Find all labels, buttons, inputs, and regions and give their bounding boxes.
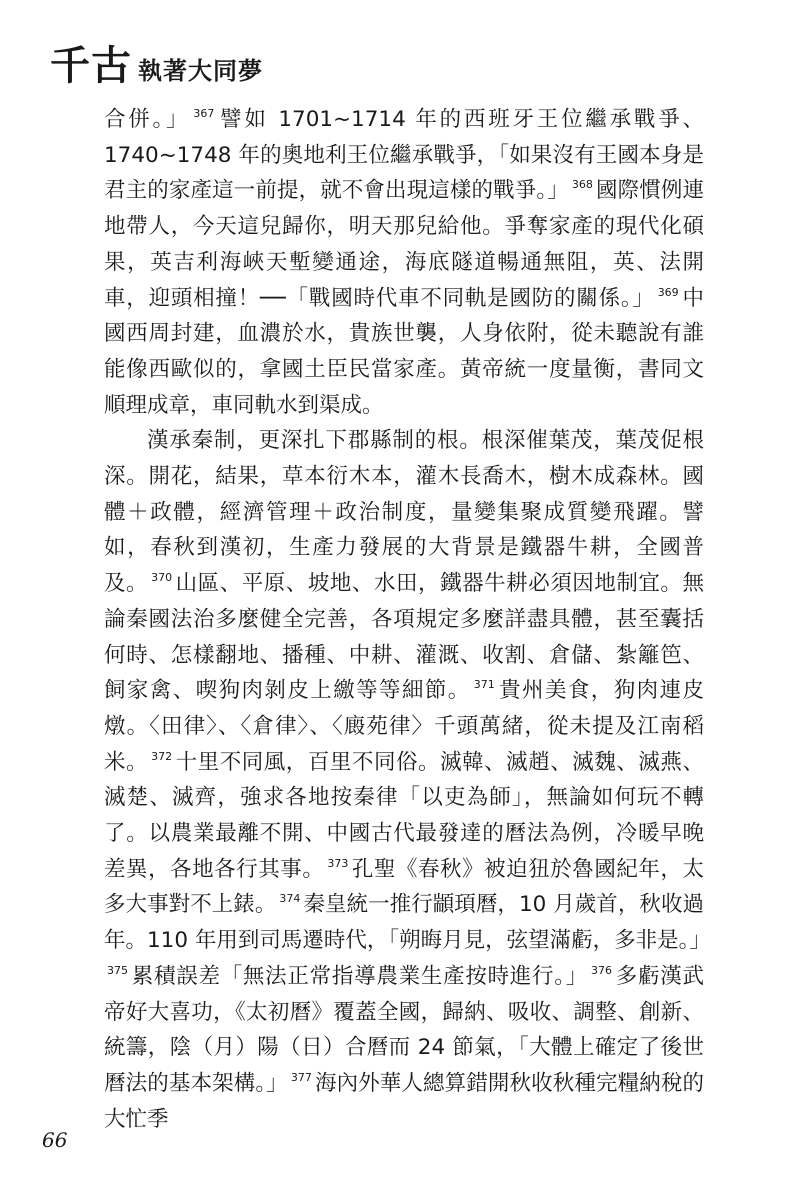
text-run: 中國西周封建，血濃於水，貴族世襲，人身依附，從未聽說有誰能像西歐似的，拿國土臣民當家產。黃帝統一度量衡，書同文順理成章，車同軌水到渠成。	[104, 285, 704, 418]
text-run: 山區、平原、坡地、水田，鐵器牛耕必須因地制宜。無論秦國法治多麼健全完善，各項規定多麼詳盡具體，甚至囊括何時、怎樣翻地、播種、中耕、灌溉、收割、倉儲、紮籬笆、飼家禽、喫狗肉剝皮上繳等等細節。	[104, 571, 704, 704]
footnote-ref: 367	[193, 107, 215, 120]
text-run: 貴州美食，狗肉連皮燉。〈田律〉、〈倉律〉、〈廄苑律〉千頭萬緒，從未提及江南稻米。	[104, 678, 704, 775]
body-text	[104, 102, 711, 1137]
footnote-ref: 369	[657, 285, 679, 299]
book-title-small: 執著大同夢	[138, 56, 263, 85]
footnote-ref: 368	[571, 178, 593, 192]
text-run: 孔聖《春秋》被迫狃於魯國紀年，太多大事對不上錶。	[104, 856, 704, 918]
footnote-ref: 371	[473, 678, 495, 692]
running-header	[50, 34, 263, 91]
text-run: 十里不同風，百里不同俗。滅韓、滅趙、滅魏、滅燕、滅楚、滅齊，強求各地按秦律「以吏為師」，無論如何玩不轉了。以農業最離不開、中國古代最發達的曆法為例，冷暖早晚差異，各地各行其事。	[104, 749, 704, 882]
footnote-ref: 376	[591, 963, 613, 977]
footnote-ref: 372	[151, 749, 173, 763]
footnote-ref: 370	[151, 571, 173, 585]
book-title-large: 千古	[50, 42, 132, 89]
page-number: 66	[42, 1128, 68, 1152]
text-run: 多虧漢武帝好大喜功，《太初曆》覆蓋全國，歸納、吸收、調整、創新、統籌，陰（月）陽（日）合曆而 24 節氣，「大體上確定了後世曆法的基本架構。」	[104, 963, 704, 1096]
text-run: 漢承秦制，更深扎下郡縣制的根。根深催葉茂，葉茂促根深。開花，結果，草本衍木本，灌木長喬木，樹木成森林。國體＋政體，經濟管理＋政治制度，量變集聚成質變飛躍。譬如，春秋到漢初，生產力發展的大背景是鐵器牛耕，全國普及。	[104, 428, 704, 597]
paragraph-2	[104, 423, 711, 1137]
text-run: 海內外華人總算錯開秋收秋種完糧納稅的大忙季	[104, 1070, 704, 1132]
text-run: 秦皇統一推行顓頊曆，10 月歲首，秋收過年。110 年用到司馬遷時代，「朔晦月見，弦望滿虧，多非是。」	[104, 892, 711, 954]
text-run: 國際慣例連地帶人，今天這兒歸你，明天那兒給他。爭奪家產的現代化碩果，英吉利海峽天塹變通途，海底隧道暢通無阻，英、法開車，迎頭相撞！──「戰國時代車不同軌是國防的關係。」	[104, 178, 704, 311]
text-run: 合併。」	[104, 107, 191, 132]
text-run: 累積誤差「無法正常指導農業生產按時進行。」	[131, 963, 589, 989]
footnote-ref: 375	[107, 963, 128, 977]
footnote-ref: 374	[279, 892, 301, 906]
paragraph-1	[104, 102, 704, 423]
footnote-ref: 377	[290, 1070, 312, 1084]
footnote-ref: 373	[327, 856, 349, 870]
text-run: 譬如 1701~1714 年的西班牙王位繼承戰爭、1740~1748 年的奧地利王位繼承戰爭，「如果沒有王國本身是君主的家產這一前提，就不會出現這樣的戰爭。」	[104, 107, 704, 204]
